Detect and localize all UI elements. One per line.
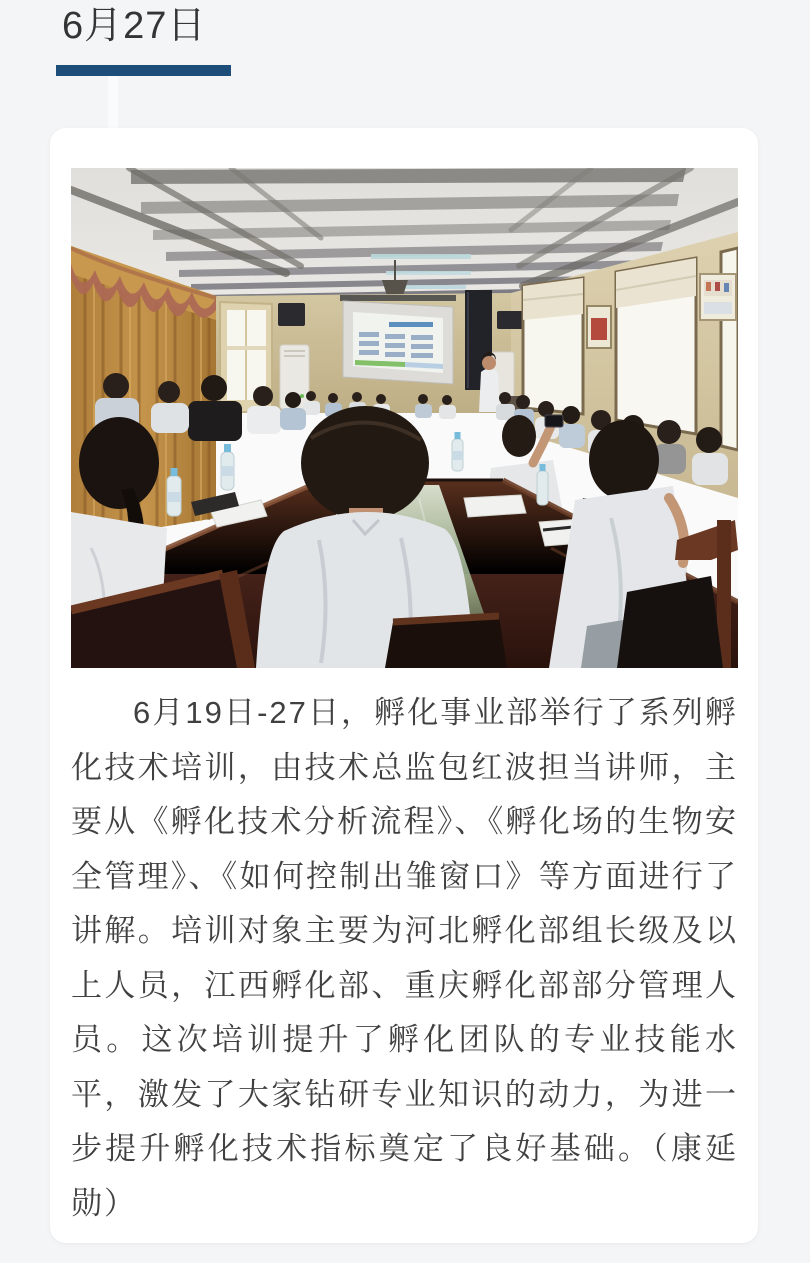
timeline-date-header [62, 4, 206, 50]
news-body-text: 6月19日-27日，孵化事业部举行了系列孵化技术培训，由技术总监包红波担当讲师，主要从《孵化技术分析流程》、《孵化场的生物安全管理》、《如何控制出雏窗口》等方面进行了讲解。培训对象主要为河北孵化部组长级及以上人员，江西孵化部、重庆孵化部部分管理人员。这次培训提升了孵化团队的专业技能水平，激发了大家钻研专业知识的动力，为进一步提升孵化技术指标奠定了良好基础。（康延勋） [71, 695, 738, 1221]
hatchery-training-meeting-photo [71, 168, 738, 668]
conference-room-illustration [71, 168, 738, 668]
news-card [50, 128, 758, 1243]
date-accent-bar [56, 65, 231, 76]
date-title: 6月27日 [62, 5, 207, 47]
